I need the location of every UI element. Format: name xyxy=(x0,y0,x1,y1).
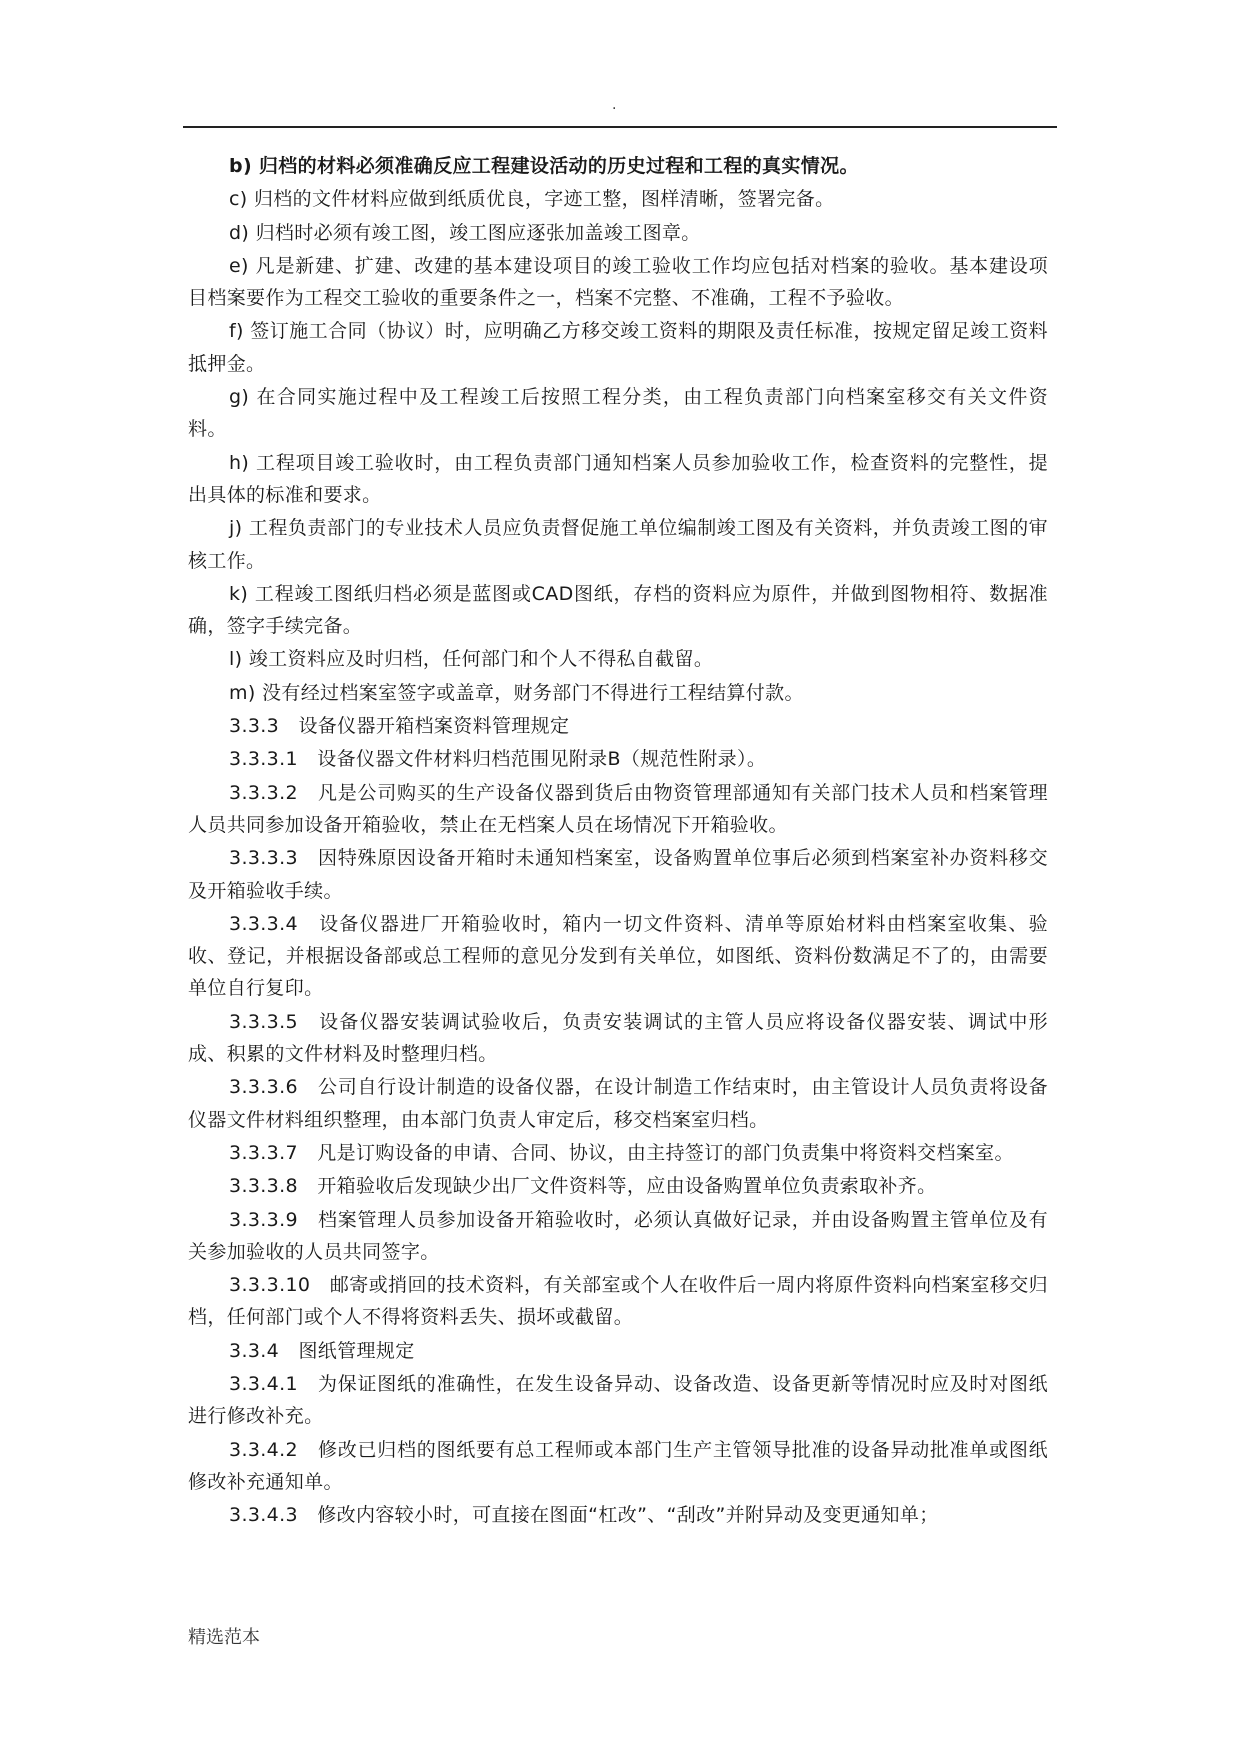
section-heading: 3.3.3 设备仪器开箱档案资料管理规定 xyxy=(229,715,570,738)
paragraph: h) 工程项目竣工验收时，由工程负责部门通知档案人员参加验收工作，检查资料的完整性，提出具体的标准和要求。 xyxy=(188,451,1048,506)
paragraph: 3.3.3.9 档案管理人员参加设备开箱验收时，必须认真做好记录，并由设备购置主管单位及有关参加验收的人员共同签字。 xyxy=(188,1208,1048,1263)
paragraph: 3.3.4.1 为保证图纸的准确性，在发生设备异动、设备改造、设备更新等情况时应及时对图纸进行修改补充。 xyxy=(188,1372,1048,1428)
paragraph: 3.3.3.1 设备仪器文件材料归档范围见附录B（规范性附录）。 xyxy=(229,748,767,771)
paragraph: l) 竣工资料应及时归档，任何部门和个人不得私自截留。 xyxy=(229,648,714,671)
paragraph: k) 工程竣工图纸归档必须是蓝图或CAD图纸，存档的资料应为原件，并做到图物相符、数据准确，签字手续完备。 xyxy=(188,582,1048,638)
section-heading: 3.3.4 图纸管理规定 xyxy=(229,1339,415,1362)
paragraph: c) 归档的文件材料应做到纸质优良，字迹工整，图样清晰，签署完备。 xyxy=(229,188,835,211)
header-rule xyxy=(183,126,1057,128)
footer-text: 精选范本 xyxy=(188,1627,260,1648)
paragraph: 3.3.3.10 邮寄或捎回的技术资料，有关部室或个人在收件后一周内将原件资料向档案室移交归档，任何部门或个人不得将资料丢失、损坏或截留。 xyxy=(188,1274,1048,1329)
paragraph: g) 在合同实施过程中及工程竣工后按照工程分类，由工程负责部门向档案室移交有关文件资料。 xyxy=(188,386,1048,441)
paragraph: d) 归档时必须有竣工图，竣工图应逐张加盖竣工图章。 xyxy=(229,221,701,244)
header-dot: . xyxy=(612,97,617,113)
paragraph: 3.3.3.4 设备仪器进厂开箱验收时，箱内一切文件资料、清单等原始材料由档案室收集、验收、登记，并根据设备部或总工程师的意见分发到有关单位，如图纸、资料份数满足不了的，由需要单位自行复印。 xyxy=(188,912,1048,1000)
paragraph: 3.3.3.8 开箱验收后发现缺少出厂文件资料等，应由设备购置单位负责索取补齐。 xyxy=(229,1175,937,1198)
paragraph: 3.3.3.3 因特殊原因设备开箱时未通知档案室，设备购置单位事后必须到档案室补办资料移交及开箱验收手续。 xyxy=(188,847,1048,902)
paragraph: f) 签订施工合同（协议）时，应明确乙方移交竣工资料的期限及责任标准，按规定留足竣工资料抵押金。 xyxy=(188,320,1048,375)
document-body xyxy=(188,150,1048,1532)
paragraph: 3.3.3.2 凡是公司购买的生产设备仪器到货后由物资管理部通知有关部门技术人员和档案管理人员共同参加设备开箱验收，禁止在无档案人员在场情况下开箱验收。 xyxy=(188,781,1048,836)
paragraph: e) 凡是新建、扩建、改建的基本建设项目的竣工验收工作均应包括对档案的验收。基本建设项目档案要作为工程交工验收的重要条件之一，档案不完整、不准确，工程不予验收。 xyxy=(188,254,1048,310)
paragraph: 3.3.3.5 设备仪器安装调试验收后，负责安装调试的主管人员应将设备仪器安装、调试中形成、积累的文件材料及时整理归档。 xyxy=(188,1010,1048,1066)
paragraph: b) 归档的材料必须准确反应工程建设活动的历史过程和工程的真实情况。 xyxy=(229,155,859,177)
paragraph: 3.3.3.6 公司自行设计制造的设备仪器，在设计制造工作结束时，由主管设计人员负责将设备仪器文件材料组织整理，由本部门负责人审定后，移交档案室归档。 xyxy=(188,1076,1048,1131)
paragraph: 3.3.3.7 凡是订购设备的申请、合同、协议，由主持签订的部门负责集中将资料交档案室。 xyxy=(229,1141,1014,1164)
paragraph: 3.3.4.3 修改内容较小时，可直接在图面“杠改”、“刮改”并附异动及变更通知单； xyxy=(229,1504,939,1527)
paragraph: 3.3.4.2 修改已归档的图纸要有总工程师或本部门生产主管领导批准的设备异动批准单或图纸修改补充通知单。 xyxy=(188,1438,1048,1493)
paragraph: m) 没有经过档案室签字或盖章，财务部门不得进行工程结算付款。 xyxy=(229,681,804,704)
paragraph: j) 工程负责部门的专业技术人员应负责督促施工单位编制竣工图及有关资料，并负责竣工图的审核工作。 xyxy=(188,517,1048,572)
